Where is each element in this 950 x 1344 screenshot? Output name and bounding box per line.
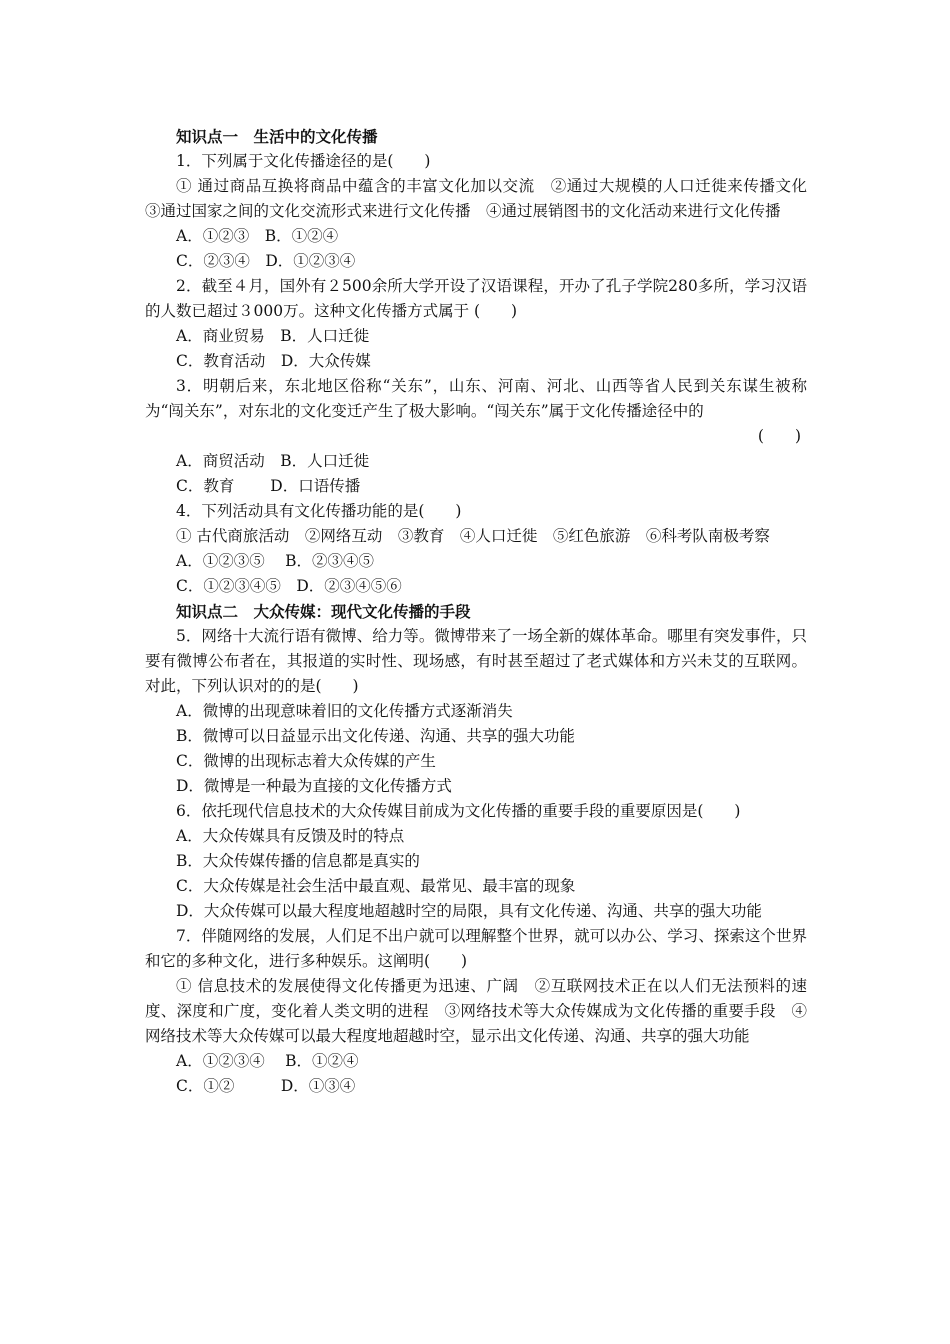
question-2-stem: 2．截至４月，国外有２500余所大学开设了汉语课程，开办了孔子学院280多所，学习汉语的人数已超过３000万。这种文化传播方式属于 ( ) xyxy=(145,277,807,320)
question-7-options-cd: C．①② D．①③④ xyxy=(176,1077,356,1095)
question-1-options-cd: C．②③④ D．①②③④ xyxy=(176,252,356,270)
question-6-option-b: B．大众传媒传播的信息都是真实的 xyxy=(176,852,420,870)
question-6-option-a: A．大众传媒具有反馈及时的特点 xyxy=(176,827,405,845)
question-5-option-a: A．微博的出现意味着旧的文化传播方式逐渐消失 xyxy=(176,702,513,720)
question-2-options-cd: C．教育活动 D．大众传媒 xyxy=(176,352,371,370)
question-5-option-d: D．微博是一种最为直接的文化传播方式 xyxy=(176,777,452,795)
question-5-option-b: B．微博可以日益显示出文化传递、沟通、共享的强大功能 xyxy=(176,727,575,745)
question-4-options-ab: A．①②③⑤ B．②③④⑤ xyxy=(176,552,375,570)
question-4-statements: ① 古代商旅活动 ②网络互动 ③教育 ④人口迁徙 ⑤红色旅游 ⑥科考队南极考察 xyxy=(176,527,770,545)
question-1-statements: ① 通过商品互换将商品中蕴含的丰富文化加以交流 ②通过大规模的人口迁徙来传播文化 ③通过国家之间的文化交流形式来进行文化传播 ④通过展销图书的文化活动来进行文化传播 xyxy=(145,177,823,220)
question-1-options-ab: A．①②③ B．①②④ xyxy=(176,227,339,245)
question-6-stem: 6．依托现代信息技术的大众传媒目前成为文化传播的重要手段的重要原因是( ) xyxy=(176,802,741,820)
section-title-2: 知识点二 大众传媒：现代文化传播的手段 xyxy=(176,602,471,621)
question-6-option-d: D．大众传媒可以最大程度地超越时空的局限，具有文化传递、沟通、共享的强大功能 xyxy=(176,902,762,920)
question-3-options-cd: C．教育 D．口语传播 xyxy=(176,477,361,495)
question-7-statements: ① 信息技术的发展使得文化传播更为迅速、广阔 ②互联网技术正在以人们无法预料的速度、深度和广度，变化着人类文明的进程 ③网络技术等大众传媒成为文化传播的重要手段 ④网络技术等大众传媒可以最大程度地超越时空，显示出文化传递、沟通、共享的强大功能 xyxy=(145,977,807,1045)
question-7-options-ab: A．①②③④ B．①②④ xyxy=(176,1052,359,1070)
question-7-stem: 7．伴随网络的发展，人们足不出户就可以理解整个世界，就可以办公、学习、探索这个世界和它的多种文化，进行多种娱乐。这阐明( ) xyxy=(145,927,807,970)
question-5-stem: 5．网络十大流行语有微博、给力等。微博带来了一场全新的媒体革命。哪里有突发事件，只要有微博公布者在，其报道的实时性、现场感，有时甚至超过了老式媒体和方兴未艾的互联网。对此，下列认识对的的是( ) xyxy=(145,627,807,695)
question-5-option-c: C．微博的出现标志着大众传媒的产生 xyxy=(176,752,436,770)
question-3-stem: 3．明朝后来，东北地区俗称“关东”，山东、河南、河北、山西等省人民到关东谋生被称为“闯关东”，对东北的文化变迁产生了极大影响。“闯关东”属于文化传播途径中的 xyxy=(145,377,807,420)
question-3-options-ab: A．商贸活动 B．人口迁徙 xyxy=(176,452,370,470)
question-1-stem: 1．下列属于文化传播途径的是( ) xyxy=(176,152,431,170)
question-4-stem: 4．下列活动具有文化传播功能的是( ) xyxy=(176,502,462,520)
question-3-answer-paren: ( ) xyxy=(757,427,801,445)
question-2-options-ab: A．商业贸易 B．人口迁徙 xyxy=(176,327,370,345)
question-6-option-c: C．大众传媒是社会生活中最直观、最常见、最丰富的现象 xyxy=(176,877,576,895)
section-title-1: 知识点一 生活中的文化传播 xyxy=(176,127,378,146)
question-4-options-cd: C．①②③④⑤ D．②③④⑤⑥ xyxy=(176,577,402,595)
document-page xyxy=(145,124,823,1099)
